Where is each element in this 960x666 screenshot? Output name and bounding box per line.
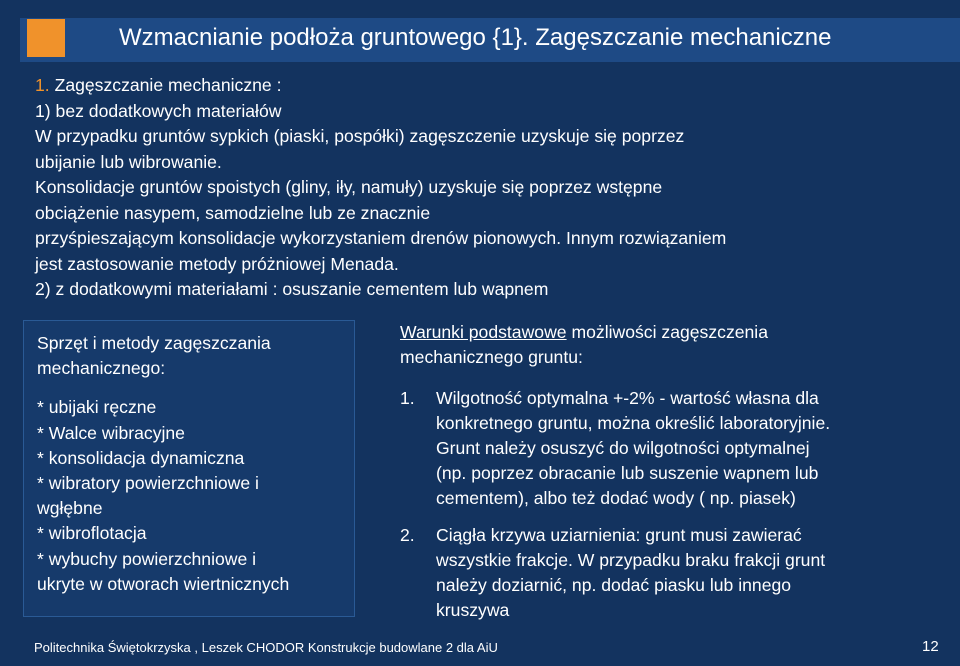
conditions-heading-underlined: Warunki podstawowe bbox=[400, 322, 567, 342]
intro-heading bbox=[35, 73, 915, 99]
equipment-item: * ubijaki ręczne bbox=[37, 397, 157, 418]
condition-line: Ciągła krzywa uziarnienia: grunt musi zawierać bbox=[436, 525, 802, 545]
intro-line: 2) z dodatkowymi materiałami : osuszanie cementem lub wapnem bbox=[35, 279, 549, 299]
condition-line: Wilgotność optymalna +-2% - wartość własna dla bbox=[436, 388, 819, 408]
conditions-heading bbox=[400, 320, 920, 345]
condition-item bbox=[400, 386, 920, 511]
intro-heading-text: Zagęszczanie mechaniczne : bbox=[54, 75, 282, 95]
equipment-list bbox=[37, 331, 357, 597]
intro-line: jest zastosowanie metody próżniowej Menada. bbox=[35, 253, 399, 274]
condition-line: konkretnego gruntu, można określić laboratoryjnie. bbox=[436, 413, 831, 433]
equipment-item: * wibratory powierzchniowe i bbox=[37, 473, 259, 494]
condition-line: (np. poprzez obracanie lub suszenie wapnem lub bbox=[436, 463, 819, 483]
condition-line: Grunt należy osuszyć do wilgotności optymalnej bbox=[436, 438, 810, 458]
footer-text: Politechnika Świętokrzyska , Leszek CHODOR Konstrukcje budowlane 2 dla AiU bbox=[34, 640, 498, 655]
intro-line: 1) bez dodatkowych materiałów bbox=[35, 100, 282, 121]
page-number: 12 bbox=[922, 638, 939, 655]
intro-line: przyśpieszającym konsolidacje wykorzystaniem drenów pionowych. Innym rozwiązaniem bbox=[35, 228, 727, 248]
condition-line: należy doziarnić, np. dodać piasku lub innego bbox=[436, 575, 792, 595]
intro-line: ubijanie lub wibrowanie. bbox=[35, 151, 222, 172]
intro-line: Konsolidacje gruntów spoistych (gliny, iły, namuły) uzyskuje się poprzez wstępne bbox=[35, 177, 663, 197]
equipment-heading: mechanicznego: bbox=[37, 358, 166, 379]
condition-line: cementem), albo też dodać wody ( np. piasek) bbox=[436, 488, 796, 508]
equipment-heading: Sprzęt i metody zagęszczania bbox=[37, 333, 271, 353]
conditions-section bbox=[400, 320, 920, 623]
equipment-item: * konsolidacja dynamiczna bbox=[37, 447, 245, 468]
equipment-item: wgłębne bbox=[37, 498, 103, 519]
intro-line: W przypadku gruntów sypkich (piaski, pospółki) zagęszczenie uzyskuje się poprzez bbox=[35, 126, 685, 146]
equipment-item: * Walce wibracyjne bbox=[37, 422, 185, 443]
intro-number: 1. bbox=[35, 75, 50, 95]
condition-number: 2. bbox=[400, 525, 415, 545]
condition-number: 1. bbox=[400, 388, 415, 408]
condition-line: wszystkie frakcje. W przypadku braku frakcji grunt bbox=[436, 550, 826, 570]
conditions-heading-rest: możliwości zagęszczenia bbox=[566, 322, 769, 342]
slide-title: Wzmacnianie podłoża gruntowego {1}. Zagęszczanie mechaniczne bbox=[119, 24, 832, 51]
condition-line: kruszywa bbox=[436, 600, 510, 620]
equipment-item: * wybuchy powierzchniowe i bbox=[37, 548, 257, 569]
equipment-item: ukryte w otworach wiertnicznych bbox=[37, 573, 290, 594]
equipment-item: * wibroflotacja bbox=[37, 523, 147, 544]
orange-accent-square bbox=[27, 19, 65, 57]
conditions-heading-line2: mechanicznego gruntu: bbox=[400, 347, 583, 367]
condition-item bbox=[400, 523, 920, 623]
intro-line: obciążenie nasypem, samodzielne lub ze znacznie bbox=[35, 202, 431, 223]
intro-text bbox=[35, 73, 915, 303]
